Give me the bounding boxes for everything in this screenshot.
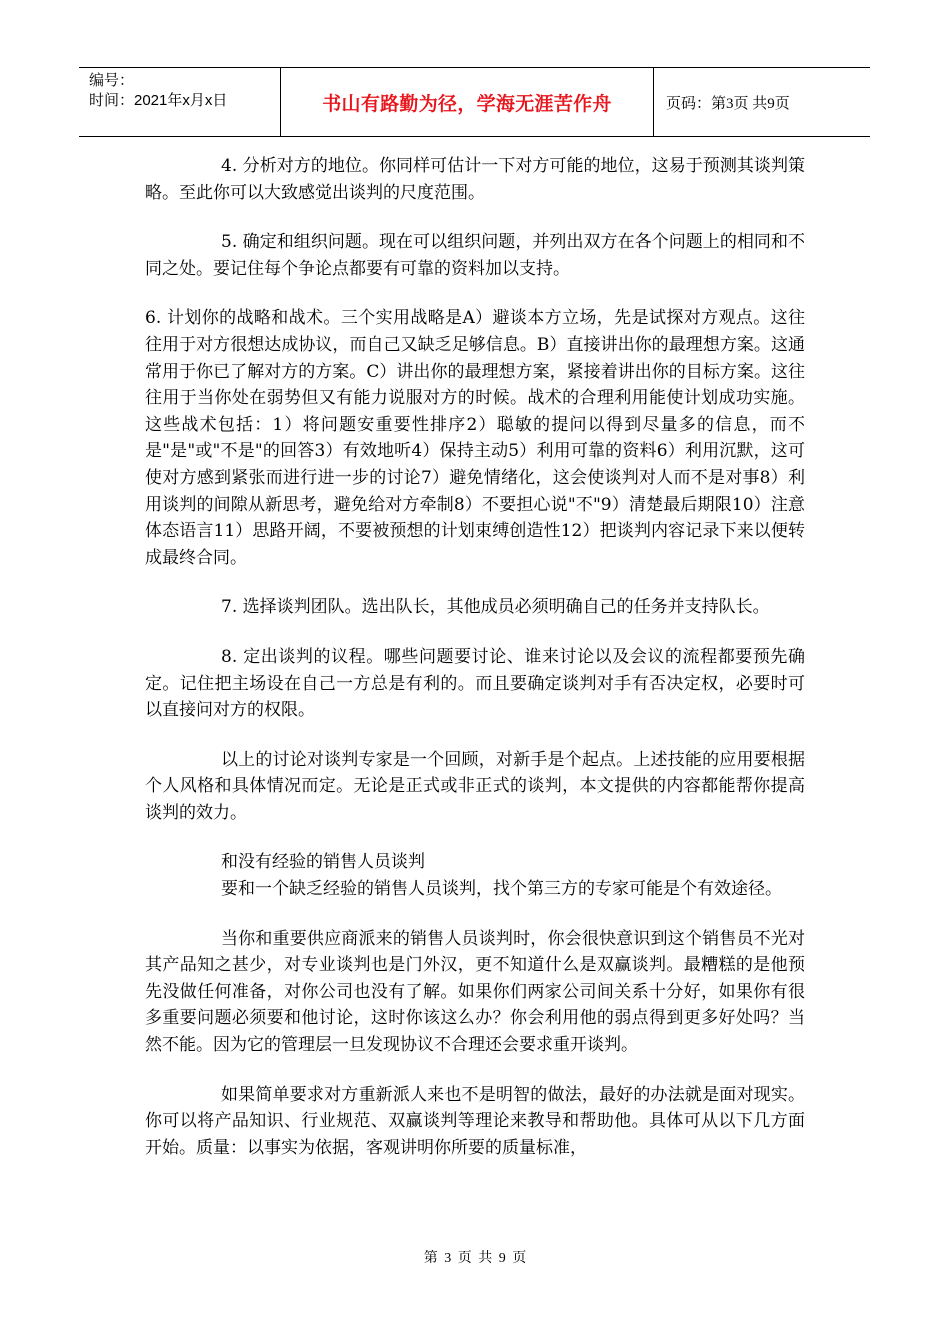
page-header: [79, 67, 870, 137]
paragraph-summary: 以上的讨论对谈判专家是一个回顾，对新手是个起点。上述技能的应用要根据个人风格和具体情况而定。无论是正式或非正式的谈判，本文提供的内容都能帮你提高谈判的效力。: [145, 749, 805, 823]
paragraph-point-4: 4. 分析对方的地位。你同样可估计一下对方可能的地位，这易于预测其谈判策略。至此你可以大致感觉出谈判的尺度范围。: [145, 156, 805, 203]
paragraph-inexperienced-seller: 当你和重要供应商派来的销售人员谈判时，你会很快意识到这个销售员不光对其产品知之甚少，对专业谈判也是门外汉，更不知道什么是双赢谈判。最糟糕的是他预先没做任何准备，对你公司也没有了解。如果你们两家公司间关系十分好，如果你有很多重要问题必须要和他讨论，这时你该这么办？你会利用他的弱点得到更多好处吗？当然不能。因为它的管理层一旦发现协议不合理还会要求重开谈判。: [145, 928, 805, 1056]
paragraph-face-reality: 如果简单要求对方重新派人来也不是明智的做法，最好的办法就是面对现实。你可以将产品知识、行业规范、双赢谈判等理论来教导和帮助他。具体可从以下几方面开始。质量：以事实为依据，客观讲明你所要的质量标准，: [145, 1084, 805, 1158]
document-body: [145, 153, 805, 1161]
header-meta-cell: [79, 68, 281, 136]
motto-banner: 书山有路勤为径，学海无涯苦作舟: [281, 68, 654, 136]
paragraph-third-party: 要和一个缺乏经验的销售人员谈判，找个第三方的专家可能是个有效途径。: [221, 879, 782, 900]
section-heading: 和没有经验的销售人员谈判: [221, 852, 425, 873]
page-footer: 第 3 页 共 9 页: [423, 1251, 527, 1266]
serial-number-label: 编号：: [89, 72, 135, 89]
paragraph-point-5: 5. 确定和组织问题。现在可以组织问题，并列出双方在各个问题上的相同和不同之处。要记住每个争论点都要有可靠的资料加以支持。: [145, 232, 805, 279]
paragraph-point-8: 8. 定出谈判的议程。哪些问题要讨论、谁来讨论以及会议的流程都要预先确定。记住把主场设在自己一方总是有利的。而且要确定谈判对手有否决定权，必要时可以直接问对方的权限。: [145, 646, 805, 721]
paragraph-point-7: 7. 选择谈判团队。选出队长，其他成员必须明确自己的任务并支持队长。: [221, 597, 770, 618]
paragraph-point-6: 6. 计划你的战略和战术。三个实用战略是A）避谈本方立场，先是试探对方观点。这往往用于对方很想达成协议，而自己又缺乏足够信息。B）直接讲出你的最理想方案。这通常用于你已了解对方的方案。C）讲出你的最理想方案，紧接着讲出你的目标方案。这往往用于当你处在弱势但又有能力说服对方的时候。战术的合理利用能使计划成功实施。这些战术包括：1）将问题安重要性排序2）聪敏的提问以得到尽量多的信息，而不是"是"或"不是"的回答3）有效地听4）保持主动5）利用可靠的资料6）利用沉默，这可使对方感到紧张而进行进一步的讨论7）避免情绪化，这会使谈判对人而不是对事8）利用谈判的间隙从新思考，避免给对方牵制8）不要担心说"不"9）清楚最后期限10）注意体态语言11）思路开阔，不要被预想的计划束缚创造性12）把谈判内容记录下来以便转成最终合同。: [145, 308, 805, 568]
page-number-label: 页码：第3页 共9页: [666, 95, 790, 112]
date-label: 时间：2021年x月x日: [89, 92, 228, 109]
